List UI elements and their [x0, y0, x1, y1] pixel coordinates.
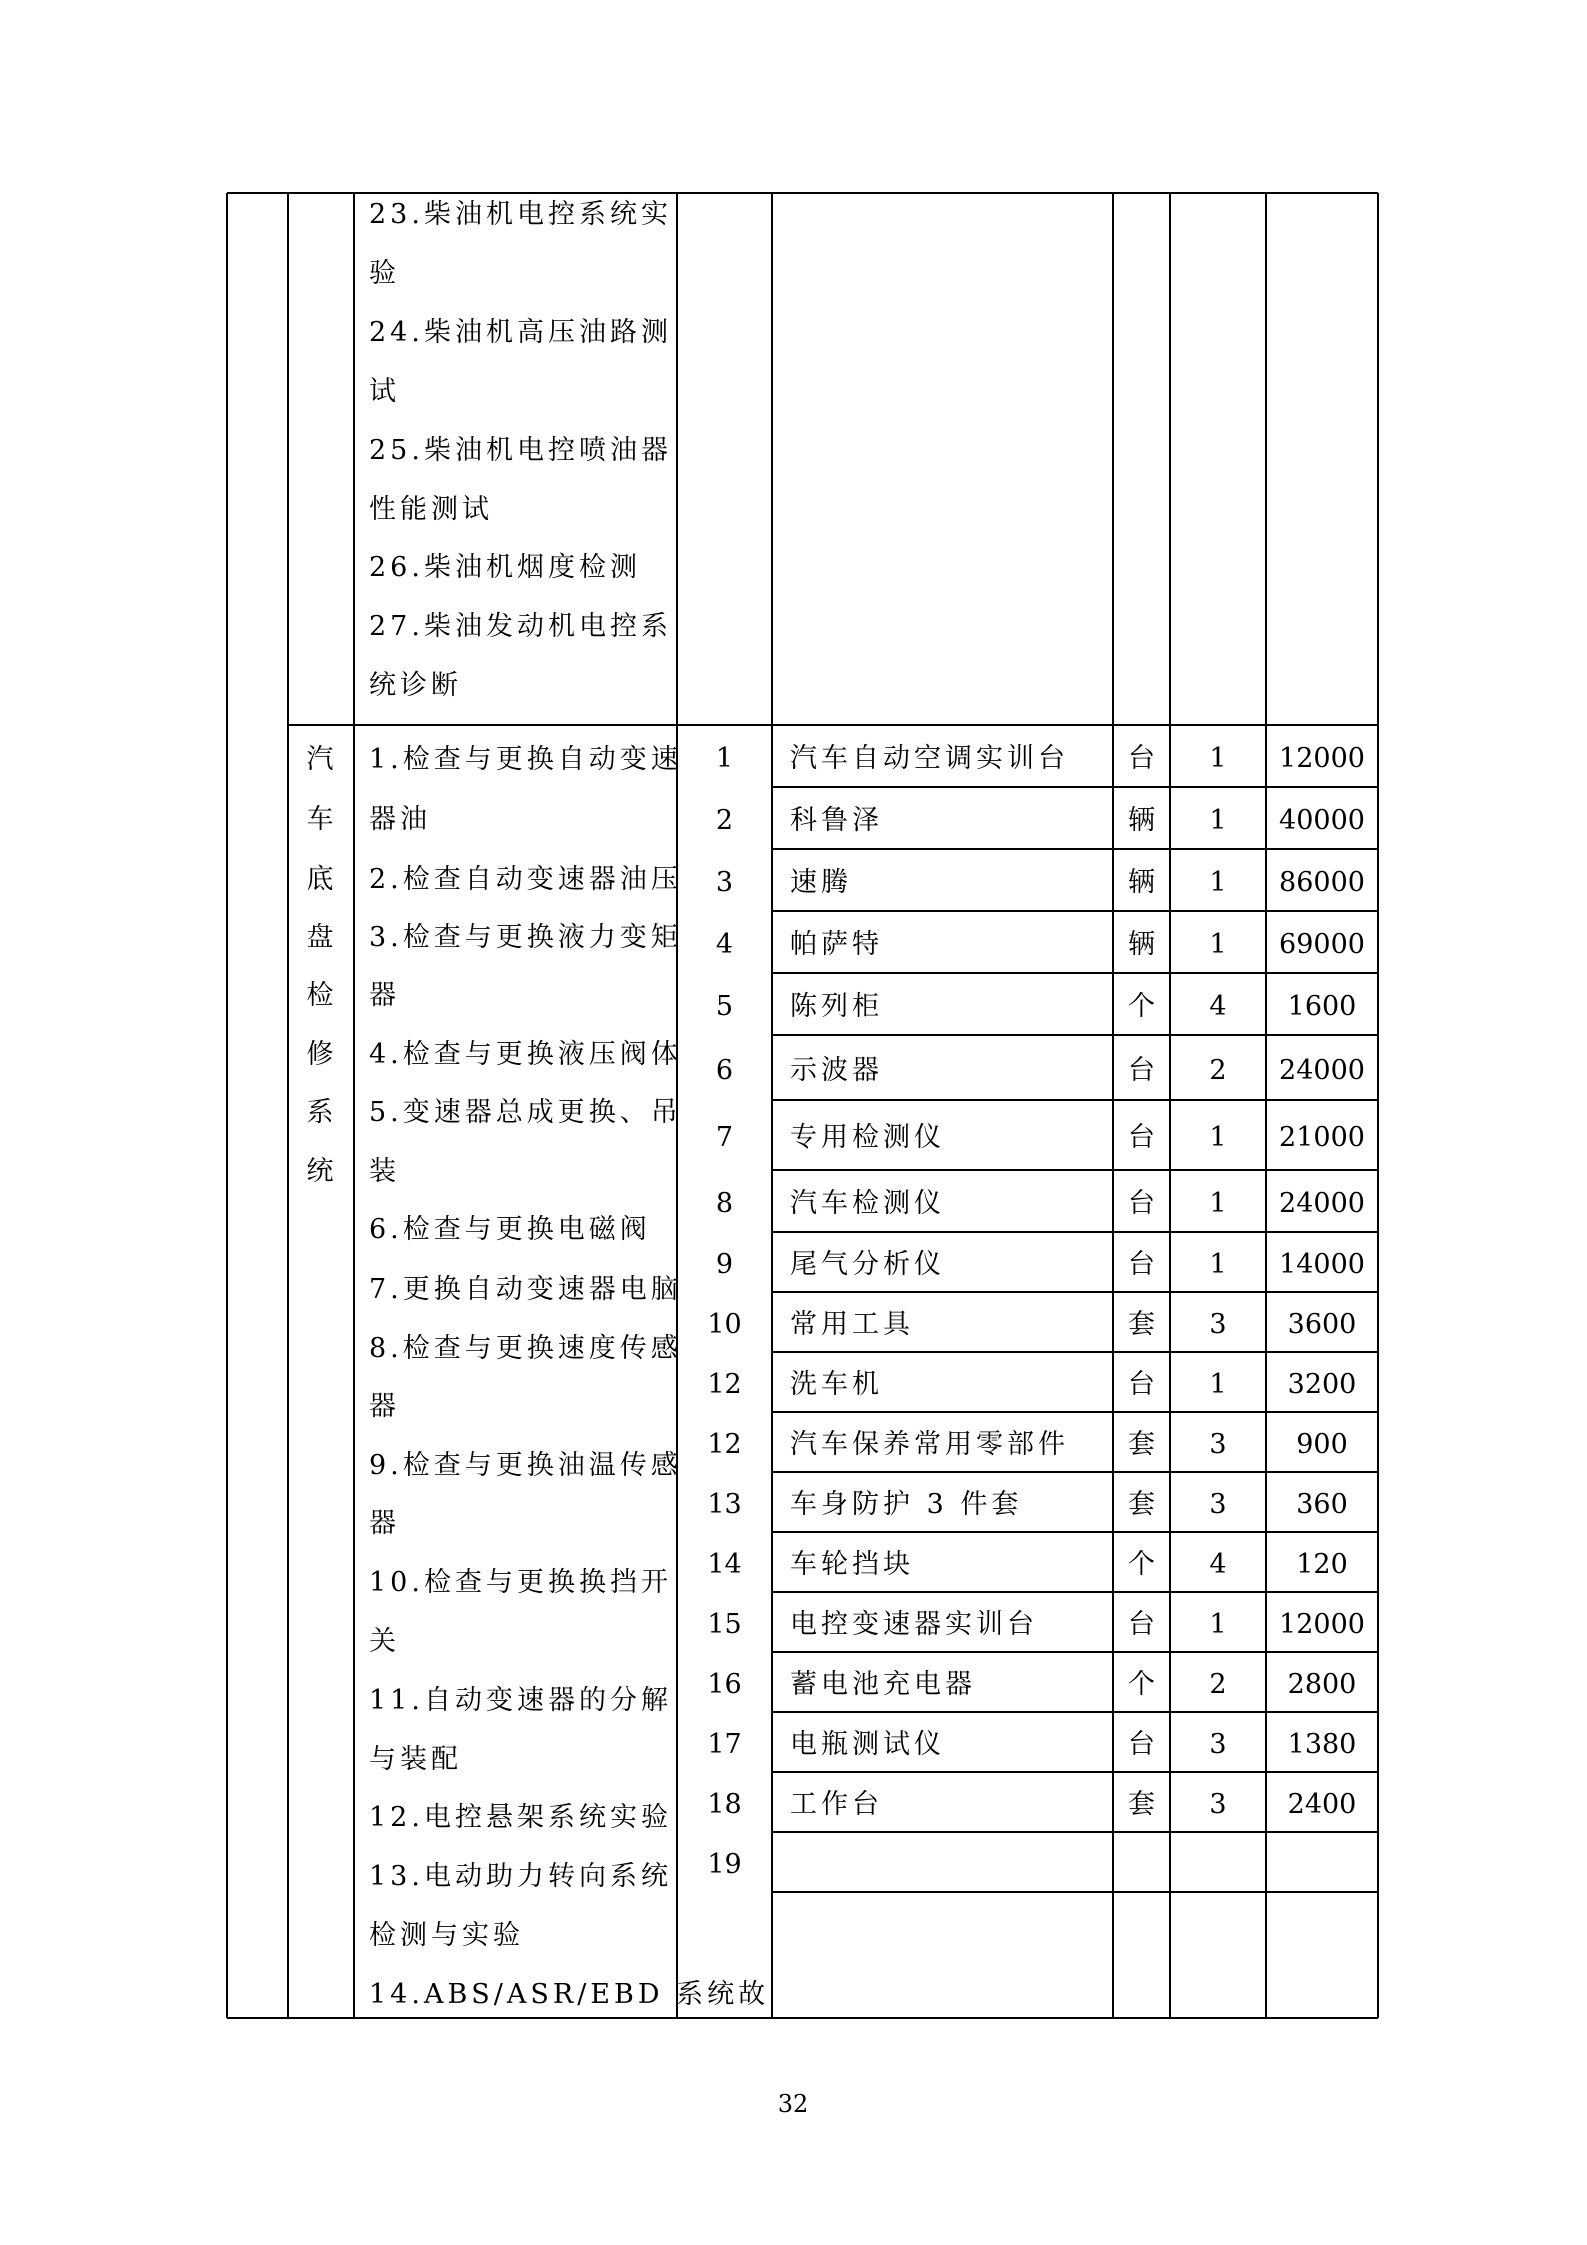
- equipment-price: 2400: [1287, 1789, 1357, 1820]
- equipment-price: 2800: [1287, 1669, 1357, 1700]
- table-rule: [772, 1291, 1378, 1293]
- equipment-qty: 1: [1209, 1249, 1227, 1280]
- task-line: 6.检查与更换电磁阀: [369, 1214, 651, 1245]
- task-line: 10.检查与更换换挡开: [369, 1567, 672, 1598]
- equipment-qty: 3: [1209, 1309, 1227, 1340]
- equipment-unit: 套: [1128, 1489, 1155, 1520]
- table-rule: [772, 1169, 1378, 1171]
- equipment-qty: 4: [1209, 1549, 1227, 1580]
- table-rule: [227, 2017, 1378, 2019]
- table-rule: [772, 1531, 1378, 1533]
- equipment-price: 1380: [1287, 1729, 1357, 1760]
- equipment-name: 汽车保养常用零部件: [790, 1429, 1069, 1460]
- equipment-name: 车身防护 3 件套: [790, 1489, 1023, 1520]
- equipment-name: 电瓶测试仪: [790, 1729, 945, 1760]
- equipment-qty: 1: [1209, 1188, 1227, 1219]
- task-line: 2.检查自动变速器油压: [369, 864, 682, 895]
- task-line: 12.电控悬架系统实验: [369, 1802, 672, 1833]
- equipment-price: 900: [1296, 1429, 1348, 1460]
- equipment-qty: 4: [1209, 991, 1227, 1022]
- equipment-no: 16: [707, 1669, 742, 1700]
- equipment-no: 12: [707, 1369, 742, 1400]
- equipment-qty: 3: [1209, 1429, 1227, 1460]
- table-rule: [353, 193, 355, 2018]
- task-line: 验: [369, 258, 400, 289]
- equipment-unit: 台: [1128, 1729, 1155, 1760]
- task-line: 性能测试: [369, 494, 493, 525]
- task-line: 器: [369, 1508, 400, 1539]
- section-title-char: 统: [306, 1156, 334, 1187]
- table-rule: [772, 1651, 1378, 1653]
- table-rule: [772, 1231, 1378, 1233]
- equipment-name: 示波器: [790, 1054, 883, 1086]
- equipment-qty: 1: [1209, 1609, 1227, 1640]
- equipment-name: 车轮挡块: [790, 1549, 914, 1580]
- equipment-name: 电控变速器实训台: [790, 1609, 1038, 1640]
- equipment-no: 13: [707, 1489, 742, 1520]
- equipment-price: 24000: [1279, 1188, 1365, 1219]
- table-rule: [1265, 193, 1267, 2018]
- equipment-unit: 个: [1128, 1549, 1155, 1580]
- task-line: 26.柴油机烟度检测: [369, 552, 641, 583]
- equipment-qty: 3: [1209, 1729, 1227, 1760]
- equipment-price: 40000: [1279, 805, 1365, 836]
- table-rule: [287, 193, 289, 2018]
- equipment-unit: 套: [1128, 1789, 1155, 1820]
- section-title-char: 车: [306, 804, 334, 835]
- table-rule: [771, 193, 773, 2018]
- table-rule: [772, 1471, 1378, 1473]
- table-rule: [772, 972, 1378, 974]
- task-line: 8.检查与更换速度传感: [369, 1333, 682, 1364]
- task-line: 14.ABS/ASR/EBD 系统故: [369, 1979, 770, 2010]
- task-line: 13.电动助力转向系统: [369, 1861, 672, 1892]
- table-rule: [226, 193, 228, 2018]
- section-title-char: 汽: [306, 744, 334, 775]
- equipment-no: 15: [707, 1609, 742, 1640]
- equipment-name: 常用工具: [790, 1309, 914, 1340]
- table-rule: [772, 1711, 1378, 1713]
- table-rule: [288, 724, 1378, 726]
- equipment-name: 工作台: [790, 1789, 883, 1820]
- table-rule: [1169, 193, 1171, 2018]
- equipment-price: 12000: [1279, 1609, 1365, 1640]
- table-rule: [227, 192, 1378, 194]
- page-number: 32: [777, 2090, 809, 2118]
- equipment-price: 86000: [1279, 867, 1365, 898]
- section-title-char: 底: [306, 864, 334, 895]
- equipment-no: 5: [715, 991, 734, 1022]
- task-line: 器: [369, 1391, 400, 1422]
- section-title-char: 检: [306, 980, 334, 1011]
- table-rule: [1377, 193, 1379, 2018]
- table-rule: [772, 1099, 1378, 1101]
- equipment-price: 14000: [1279, 1249, 1365, 1280]
- table-rule: [772, 1771, 1378, 1773]
- equipment-unit: 辆: [1128, 805, 1155, 836]
- table-rule: [772, 1411, 1378, 1413]
- equipment-qty: 2: [1209, 1669, 1227, 1700]
- task-line: 11.自动变速器的分解: [369, 1685, 672, 1716]
- table-rule: [772, 848, 1378, 850]
- equipment-name: 蓄电池充电器: [790, 1669, 976, 1700]
- equipment-price: 1600: [1287, 991, 1357, 1022]
- equipment-no: 3: [715, 867, 734, 898]
- task-line: 4.检查与更换液压阀体: [369, 1039, 682, 1070]
- task-line: 25.柴油机电控喷油器: [369, 435, 672, 466]
- equipment-name: 帕萨特: [790, 929, 883, 960]
- equipment-price: 3600: [1287, 1309, 1357, 1340]
- task-line: 24.柴油机高压油路测: [369, 317, 672, 348]
- equipment-price: 24000: [1279, 1054, 1365, 1086]
- table-rule: [772, 1034, 1378, 1036]
- equipment-name: 洗车机: [790, 1369, 883, 1400]
- equipment-name: 陈列柜: [790, 991, 883, 1022]
- equipment-unit: 台: [1128, 1122, 1155, 1153]
- task-line: 器: [369, 980, 400, 1011]
- equipment-no: 2: [715, 805, 734, 836]
- task-line: 装: [369, 1156, 400, 1187]
- equipment-price: 69000: [1279, 929, 1365, 960]
- equipment-qty: 1: [1209, 743, 1227, 774]
- equipment-no: 8: [715, 1188, 734, 1219]
- task-line: 5.变速器总成更换、吊: [369, 1097, 682, 1128]
- equipment-no: 10: [707, 1309, 742, 1340]
- equipment-qty: 1: [1209, 867, 1227, 898]
- equipment-name: 科鲁泽: [790, 805, 883, 836]
- equipment-unit: 台: [1128, 1609, 1155, 1640]
- equipment-unit: 辆: [1128, 867, 1155, 898]
- equipment-price: 3200: [1287, 1369, 1357, 1400]
- table-rule: [772, 1891, 1378, 1893]
- task-line: 器油: [369, 804, 431, 835]
- equipment-name: 汽车自动空调实训台: [790, 743, 1069, 774]
- task-line: 27.柴油发动机电控系: [369, 611, 672, 642]
- task-line: 与装配: [369, 1744, 462, 1775]
- equipment-qty: 3: [1209, 1489, 1227, 1520]
- equipment-price: 21000: [1279, 1122, 1365, 1153]
- task-line: 23.柴油机电控系统实: [369, 199, 672, 230]
- table-rule: [1112, 193, 1114, 2018]
- section-title-char: 系: [306, 1097, 334, 1128]
- table-rule: [772, 1591, 1378, 1593]
- table-rule: [772, 1351, 1378, 1353]
- task-line: 试: [369, 376, 400, 407]
- equipment-no: 9: [715, 1249, 734, 1280]
- task-line: 1.检查与更换自动变速: [369, 744, 682, 775]
- equipment-qty: 3: [1209, 1789, 1227, 1820]
- equipment-no: 1: [715, 743, 734, 774]
- equipment-price: 120: [1296, 1549, 1348, 1580]
- equipment-unit: 台: [1128, 1054, 1155, 1086]
- section-title-char: 盘: [306, 922, 334, 953]
- task-line: 9.检查与更换油温传感: [369, 1450, 682, 1481]
- equipment-name: 速腾: [790, 867, 852, 898]
- equipment-no: 14: [707, 1549, 742, 1580]
- table-rule: [772, 910, 1378, 912]
- table-rule: [772, 1831, 1378, 1833]
- equipment-qty: 1: [1209, 929, 1227, 960]
- table-rule: [772, 786, 1378, 788]
- section-title-char: 修: [306, 1039, 334, 1070]
- equipment-no: 7: [715, 1122, 734, 1153]
- equipment-no: 12: [707, 1429, 742, 1460]
- equipment-qty: 2: [1209, 1054, 1227, 1086]
- equipment-no: 6: [715, 1054, 734, 1086]
- equipment-name: 专用检测仪: [790, 1122, 945, 1153]
- equipment-unit: 个: [1128, 991, 1155, 1022]
- equipment-no: 19: [707, 1849, 742, 1880]
- equipment-qty: 1: [1209, 1369, 1227, 1400]
- task-line: 7.更换自动变速器电脑: [369, 1274, 682, 1305]
- equipment-price: 12000: [1279, 743, 1365, 774]
- task-line: 检测与实验: [369, 1920, 524, 1951]
- equipment-unit: 个: [1128, 1669, 1155, 1700]
- equipment-no: 4: [715, 929, 734, 960]
- equipment-no: 17: [707, 1729, 742, 1760]
- equipment-qty: 1: [1209, 805, 1227, 836]
- task-line: 关: [369, 1626, 400, 1657]
- task-line: 3.检查与更换液力变矩: [369, 922, 682, 953]
- equipment-name: 汽车检测仪: [790, 1188, 945, 1219]
- equipment-unit: 台: [1128, 1369, 1155, 1400]
- equipment-price: 360: [1296, 1489, 1348, 1520]
- equipment-qty: 1: [1209, 1122, 1227, 1153]
- equipment-name: 尾气分析仪: [790, 1249, 945, 1280]
- equipment-unit: 套: [1128, 1429, 1155, 1460]
- equipment-unit: 辆: [1128, 929, 1155, 960]
- equipment-unit: 台: [1128, 1249, 1155, 1280]
- equipment-unit: 台: [1128, 743, 1155, 774]
- task-line: 统诊断: [369, 670, 462, 701]
- equipment-unit: 台: [1128, 1188, 1155, 1219]
- equipment-no: 18: [707, 1789, 742, 1820]
- equipment-unit: 套: [1128, 1309, 1155, 1340]
